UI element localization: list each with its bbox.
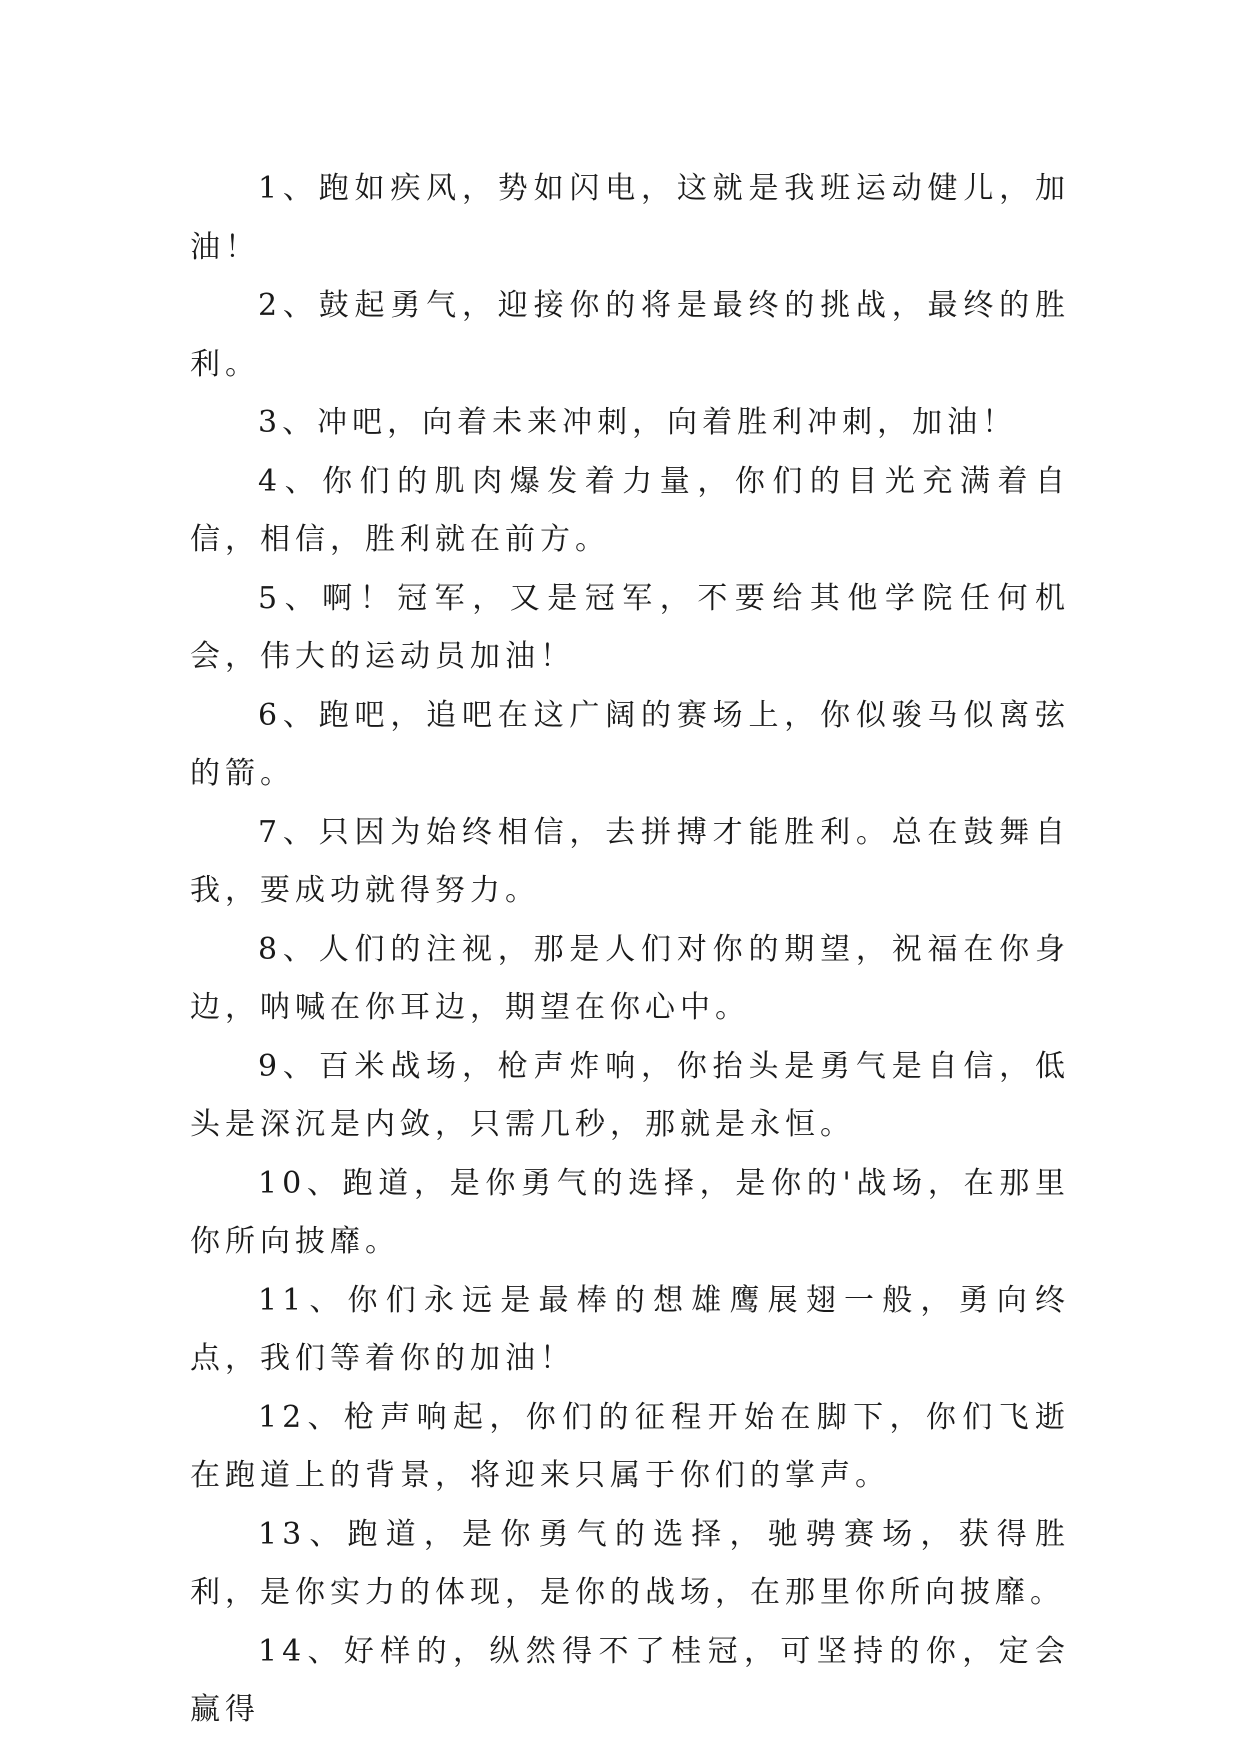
paragraph-14: 14、好样的，纵然得不了桂冠，可坚持的你，定会赢得 — [190, 1633, 1070, 1727]
paragraph-2: 2、鼓起勇气，迎接你的将是最终的挑战，最终的胜利。 — [190, 288, 1070, 382]
paragraph-12: 12、枪声响起，你们的征程开始在脚下，你们飞逝在跑道上的背景，将迎来只属于你们的掌声。 — [190, 1399, 1070, 1493]
paragraph-4: 4、你们的肌肉爆发着力量，你们的目光充满着自信，相信，胜利就在前方。 — [190, 463, 1070, 557]
paragraph-5: 5、啊！冠军，又是冠军，不要给其他学院任何机会，伟大的运动员加油！ — [190, 580, 1070, 674]
paragraph-1: 1、跑如疾风，势如闪电，这就是我班运动健儿，加油！ — [190, 171, 1070, 265]
document-body — [190, 160, 1070, 1740]
paragraph-13: 13、跑道，是你勇气的选择，驰骋赛场，获得胜利，是你实力的体现，是你的战场，在那里你所向披靡。 — [190, 1516, 1070, 1610]
paragraph-10: 10、跑道，是你勇气的选择，是你的'战场，在那里你所向披靡。 — [190, 1165, 1070, 1259]
paragraph-7: 7、只因为始终相信，去拼搏才能胜利。总在鼓舞自我，要成功就得努力。 — [190, 814, 1070, 908]
paragraph-3: 3、冲吧，向着未来冲刺，向着胜利冲刺，加油！ — [258, 405, 1018, 440]
paragraph-11: 11、你们永远是最棒的想雄鹰展翅一般，勇向终点，我们等着你的加油！ — [190, 1282, 1070, 1376]
paragraph-8: 8、人们的注视，那是人们对你的期望，祝福在你身边，呐喊在你耳边，期望在你心中。 — [190, 931, 1070, 1025]
paragraph-6: 6、跑吧，追吧在这广阔的赛场上，你似骏马似离弦的箭。 — [190, 697, 1070, 791]
paragraph-9: 9、百米战场，枪声炸响，你抬头是勇气是自信，低头是深沉是内敛，只需几秒，那就是永恒。 — [190, 1048, 1070, 1142]
